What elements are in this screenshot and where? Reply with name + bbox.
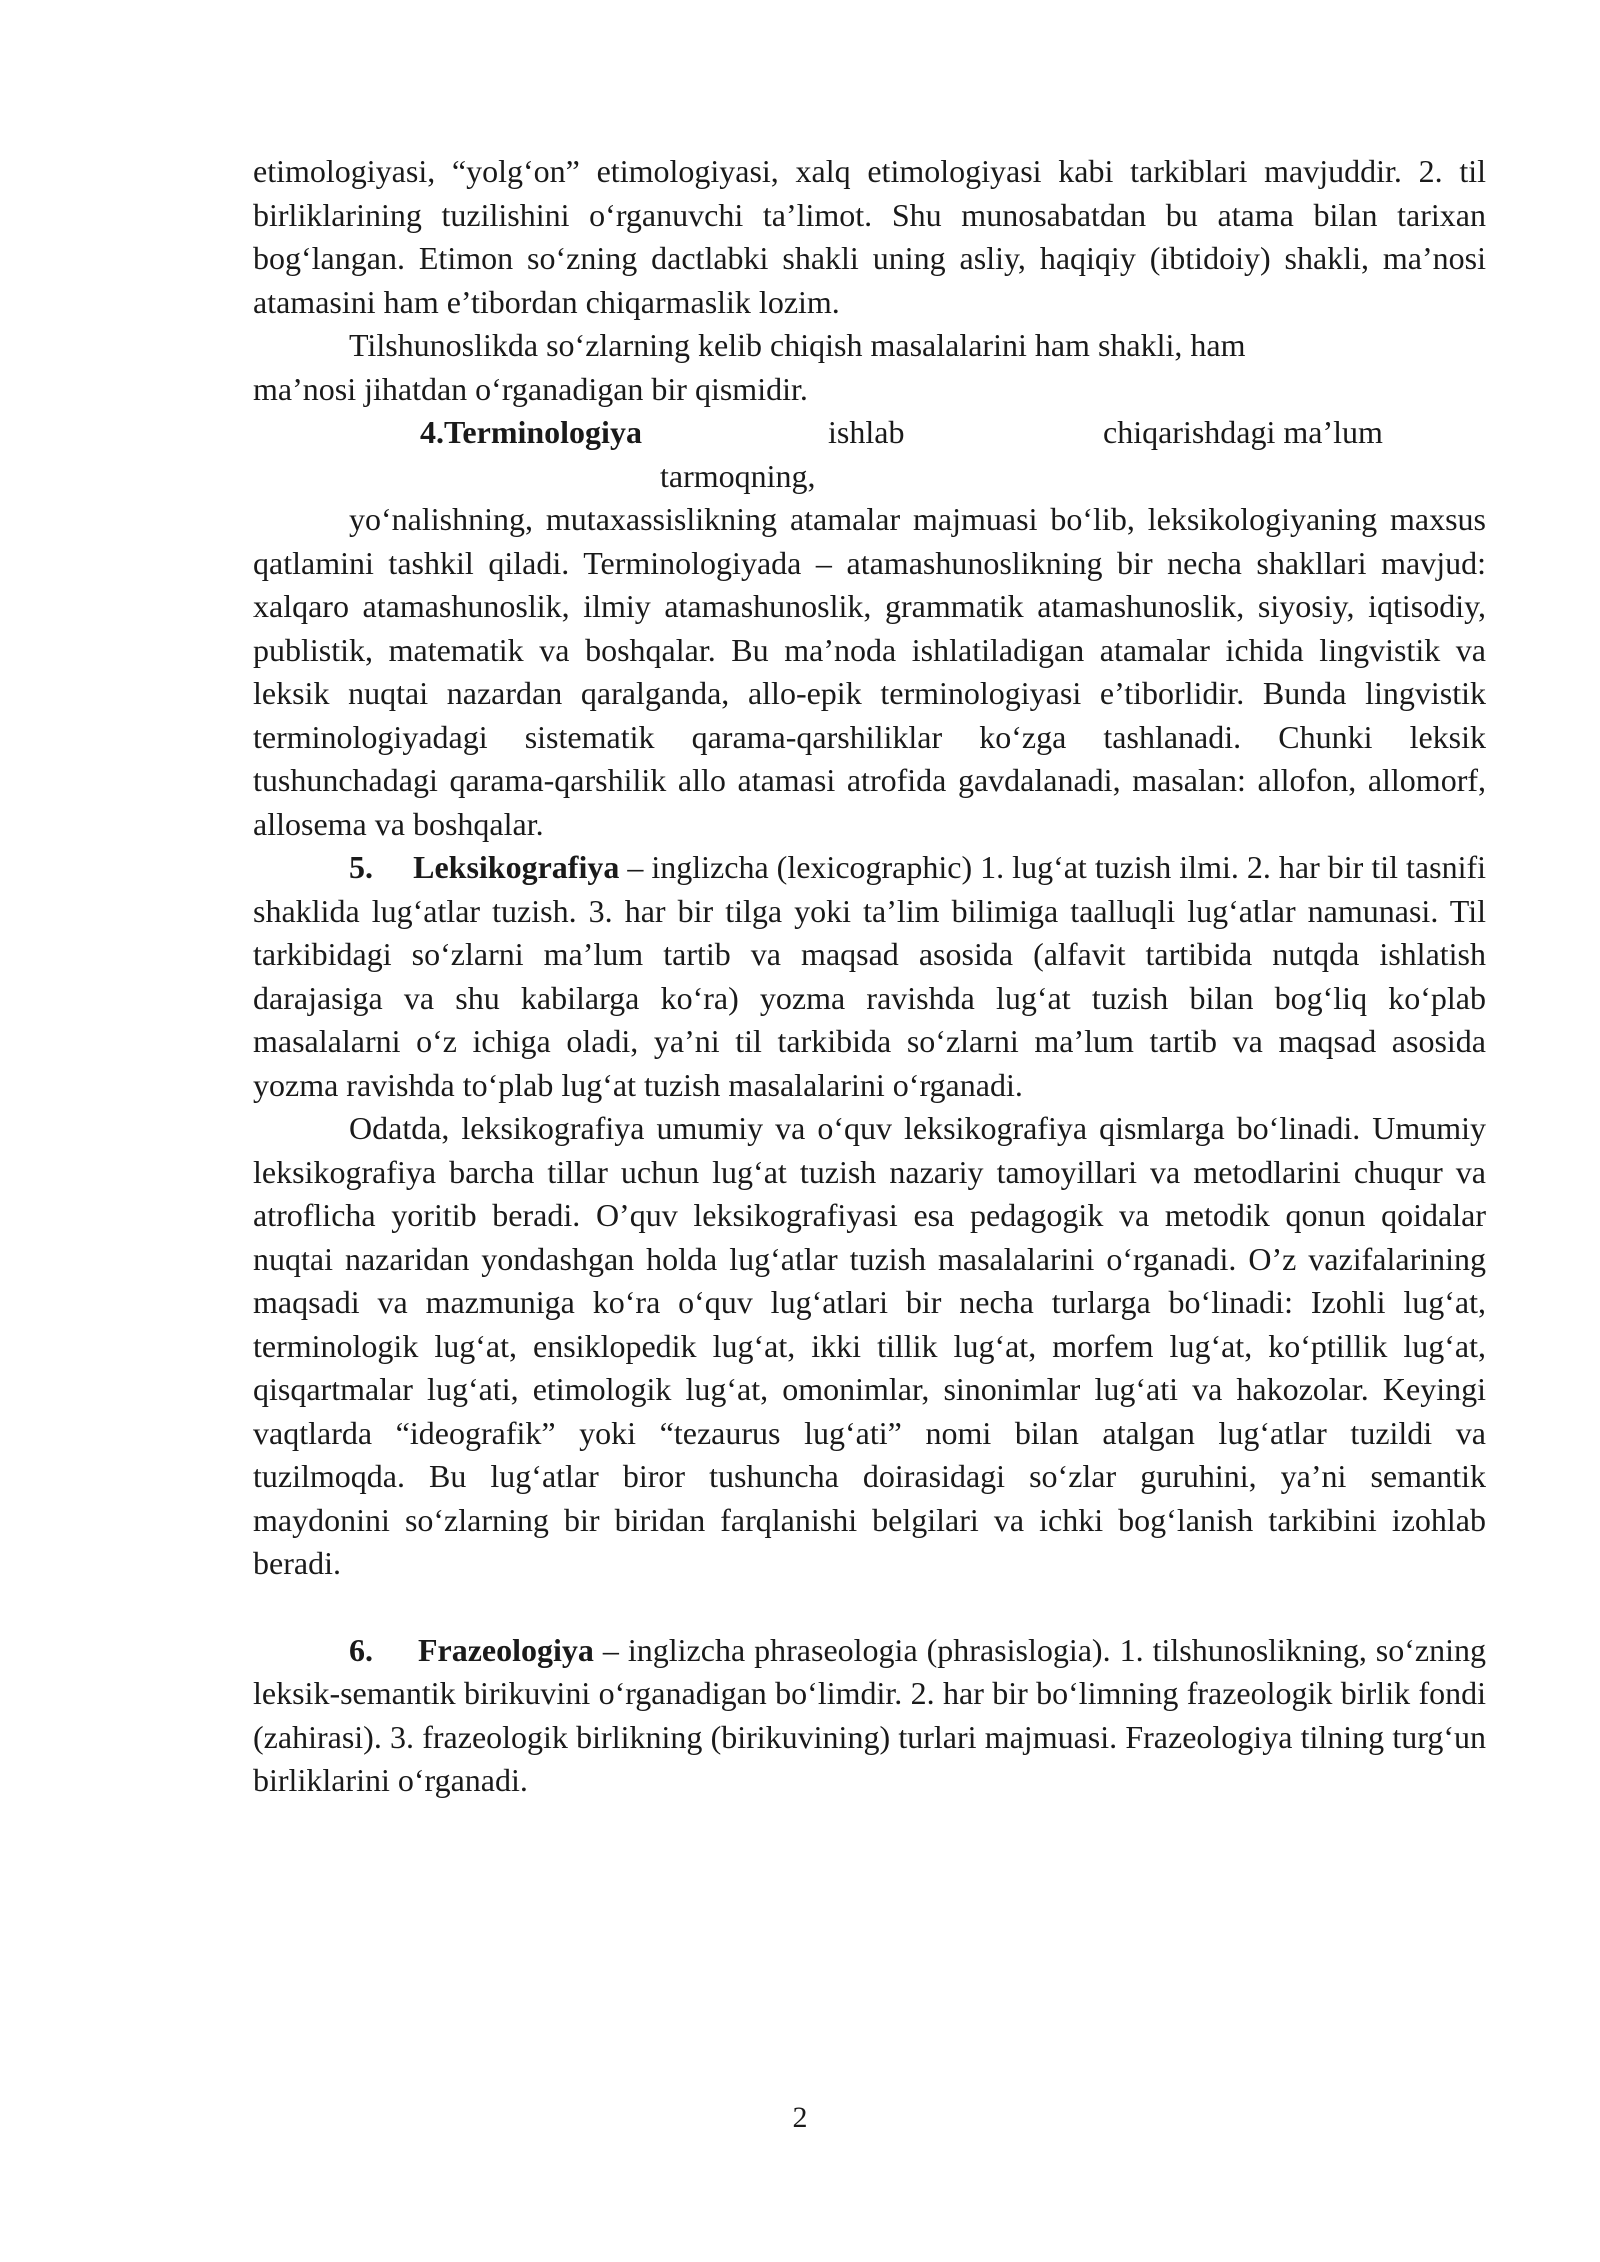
paragraph-phraseology <box>253 1629 1486 1803</box>
paragraph-tilshunoslik-line1: Tilshunoslikda so‘zlarning kelib chiqish masalalarini ham shakli, ham <box>349 327 1246 363</box>
terminology-word-ishlab: ishlab <box>828 414 905 450</box>
paragraph-etymology-continued: etimologiyasi, “yolg‘on” etimologiyasi, xalq etimologiyasi kabi tarkiblari mavjuddir. 2. til birliklarining tuzilishini o‘rganuvchi ta’limot. Shu munosabatdan bu atama bilan tarixan bog‘langan. Etimon so‘zning dactlabki shakli uning asliy, haqiqiy (ibtidoiy) shakli, ma’nosi atamasini ham e’tibordan chiqarmaslik lozim. <box>253 153 1486 320</box>
terminology-word-chiqarish: chiqarishdagi ma’lum <box>1103 414 1383 450</box>
page-number: 2 <box>792 2101 808 2134</box>
terminology-title: 4.Terminologiya <box>420 414 642 450</box>
lexicography-body: – inglizcha (lexicographic) 1. lug‘at tuzish ilmi. 2. har bir til tasnifi shaklida lug‘atlar tuzish. 3. har bir tilga yoki ta’lim bilimiga taalluqli lug‘atlar namunasi. Til tarkibidagi so‘zlarni ma’lum tartib va maqsad asosida (alfavit tartibida nutqda ishlatish darajasiga va shu kabilarga ko‘ra) yozma ravishda lug‘at tuzish bilan bog‘liq ko‘plab masalalarni o‘z ichiga oladi, ya’ni til tarkibida so‘zlarni ma’lum tartib va maqsad asosida yozma ravishda to‘plab lug‘at tuzish masalalarini o‘rganadi. <box>253 849 1487 1103</box>
lexicography-title: Leksikografiya <box>413 849 620 885</box>
paragraph-lexicography <box>253 846 1486 1107</box>
paragraph-terminology-body: yo‘nalishning, mutaxassislikning atamalar majmuasi bo‘lib, leksikologiyaning maxsus qatlamini tashkil qiladi. Terminologiyada – atamashunoslikning bir necha shakllari mavjud: xalqaro atamashunoslik, ilmiy atamashunoslik, grammatik atamashunoslik, siyosiy, iqtisodiy, publistik, matematik va boshqalar. Bu ma’noda ishlatiladigan atamalar ichida lingvistik va leksik nuqtai nazardan qaralganda, allo-epik terminologiyasi e’tiborlidir. Bunda lingvistik terminologiyadagi sistematik qarama-qarshiliklar ko‘zga tashlanadi. Chunki leksik tushunchadagi qarama-qarshilik allo atamasi atrofida gavdalanadi, masalan: allofon, allomorf, allosema va boshqalar. <box>253 501 1486 842</box>
terminology-word-tarmoq: tarmoqning, <box>660 457 816 494</box>
lexicography-number: 5. <box>349 849 373 885</box>
paragraph-tilshunoslik-line2: ma’nosi jihatdan o‘rganadigan bir qismidir. <box>253 370 808 407</box>
terminology-heading <box>253 411 1486 498</box>
paragraph-spacer <box>253 1586 1486 1629</box>
paragraph-tilshunoslik <box>253 324 1486 411</box>
paragraph-odatda: Odatda, leksikografiya umumiy va o‘quv leksikografiya qismlarga bo‘linadi. Umumiy leksikografiya barcha tillar uchun lug‘at tuzish nazariy tamoyillari va metodlarini chuqur va atroflicha yoritib beradi. O’quv leksikografiyasi esa pedagogik va metodik qonun qoidalar nuqtai nazaridan yondashgan holda lug‘atlar tuzish masalalarini o‘rganadi. O’z vazifalarining maqsadi va mazmuniga ko‘ra o‘quv lug‘atlari bir necha turlarga bo‘linadi: Izohli lug‘at, terminologik lug‘at, ensiklopedik lug‘at, ikki tillik lug‘at, morfem lug‘at, ko‘ptillik lug‘at, qisqartmalar lug‘ati, etimologik lug‘at, omonimlar, sinonimlar lug‘ati va hakozolar. Keyingi vaqtlarda “ideografik” yoki “tezaurus lug‘ati” nomi bilan atalgan lug‘atlar tuzildi va tuzilmoqda. Bu lug‘atlar biror tushuncha doirasidagi so‘zlar guruhini, ya’ni semantik maydonini so‘zlarning bir biridan farqlanishi belgilari va ichki bog‘lanish tarkibini izohlab beradi. <box>253 1110 1486 1581</box>
phraseology-title: Frazeologiya <box>417 1631 594 1668</box>
document-page <box>253 150 1486 1803</box>
phraseology-number: 6. <box>349 1631 373 1668</box>
phraseology-body: – inglizcha phraseologia (phrasislogia). 1. tilshunoslikning, so‘zning leksik-semantik birikuvini o‘rganadigan bo‘limdir. 2. har bir bo‘limning frazeologik birlik fondi (zahirasi). 3. frazeologik birlikning (birikuvining) turlari majmuasi. Frazeologiya tilning turg‘un birliklarini o‘rganadi. <box>253 1631 1487 1798</box>
